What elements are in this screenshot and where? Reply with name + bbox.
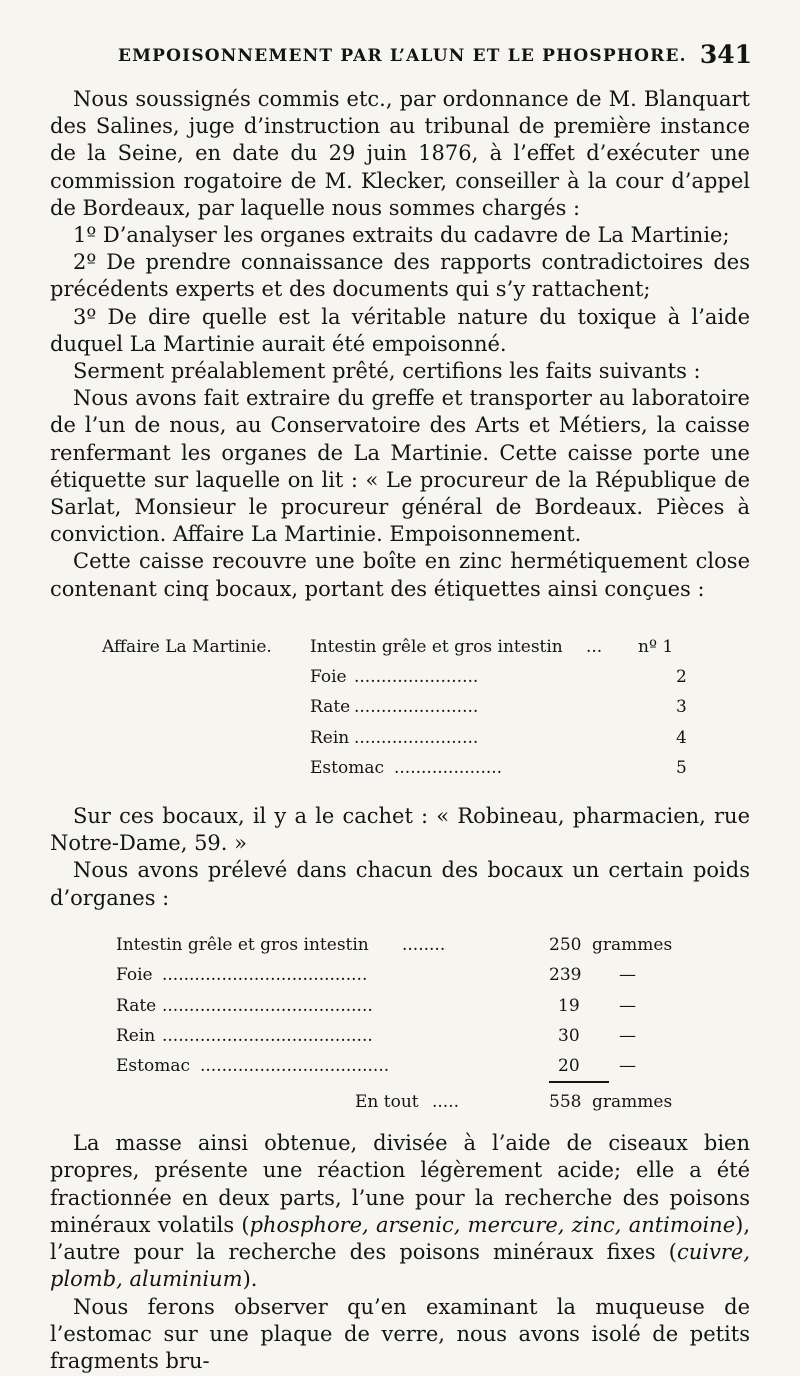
text-run: Nous ferons observer qu’en examinant la muqueuse de l’estomac sur une plaque de verre, nous avons isolé de petits fragments bru- <box>50 1294 750 1374</box>
leader-dots: .................... <box>394 757 503 778</box>
jar-label-list <box>72 632 727 783</box>
leader-dots: ... <box>586 637 603 657</box>
total-unit: grammes <box>592 1092 673 1113</box>
table-row <box>116 1021 716 1051</box>
sum-rule <box>549 1081 609 1083</box>
affaire-label: Affaire La Martinie. <box>102 637 272 657</box>
item-number: 5 <box>676 757 687 778</box>
paragraph-sampling: Nous avons prélevé dans chacun des bocaux un certain poids d’organes : <box>50 858 750 910</box>
leader-dots: ........ <box>402 935 446 955</box>
italic-volatile-poisons: phosphore, arsenic, mercure, zinc, antimoine <box>249 1212 736 1237</box>
weight-unit: — <box>619 1056 636 1077</box>
paragraph-item-2: 2º De prendre connaissance des rapports contradictoires des précédents experts et des documents qui s’y rattachent; <box>50 250 750 302</box>
list-item <box>72 723 727 753</box>
table-total-row <box>116 1087 716 1117</box>
total-label: En tout <box>355 1092 419 1113</box>
running-title: EMPOISONNEMENT PAR L’ALUN ET LE PHOSPHORE. <box>118 46 687 66</box>
paragraph-seal: Sur ces bocaux, il y a le cachet : « Robineau, pharmacien, rue Notre-Dame, 59. » <box>50 804 750 856</box>
weight-value: 19 <box>558 995 580 1016</box>
weight-unit: — <box>619 995 636 1016</box>
item-label: Estomac <box>310 757 384 778</box>
leader-dots: ....................................... <box>162 995 373 1016</box>
table-row <box>116 991 716 1021</box>
weight-table <box>116 930 716 1118</box>
page-number: 341 <box>699 40 752 69</box>
organ-label: Intestin grêle et gros intestin <box>116 935 369 955</box>
item-number: 3 <box>676 697 687 718</box>
item-label: Intestin grêle et gros intestin <box>310 637 563 657</box>
list-item <box>72 692 727 722</box>
leader-dots: ....................................... <box>162 1025 373 1046</box>
organ-label: Rein <box>116 1025 156 1046</box>
text-run: ), l’autre pour la recherche des poisons minéraux fixes ( <box>50 1212 750 1265</box>
weight-value: 250 <box>549 935 582 955</box>
leader-dots: ...................................... <box>162 965 368 986</box>
organ-label: Foie <box>116 965 153 986</box>
weight-unit: — <box>619 1025 636 1046</box>
item-number: nº 1 <box>638 637 674 657</box>
paragraph-jars: Cette caisse recouvre une boîte en zinc hermétiquement close contenant cinq bocaux, portant des étiquettes ainsi conçues : <box>50 549 750 601</box>
paragraph-item-1: 1º D’analyser les organes extraits du cadavre de La Martinie; <box>73 223 730 248</box>
item-label: Rein <box>310 727 350 748</box>
item-number: 4 <box>676 727 687 748</box>
leader-dots: ....................... <box>354 667 479 688</box>
organ-label: Estomac <box>116 1056 190 1077</box>
opening-text <box>50 86 750 603</box>
leader-dots: ....................... <box>354 727 479 748</box>
item-label: Rate <box>310 697 351 718</box>
table-row <box>116 960 716 990</box>
weight-unit: — <box>619 965 636 986</box>
italic-fixed-poisons: cuivre, plomb, aluminium <box>50 1240 750 1292</box>
item-number: 2 <box>676 667 687 688</box>
weight-value: 30 <box>558 1025 580 1046</box>
table-row <box>116 930 716 960</box>
paragraph-intro: Nous soussignés commis etc., par ordonnance de M. Blanquart des Salines, juge d’instruction au tribunal de première instance de la Seine, en date du 29 juin 1876, à l’effet d’exécuter une commission rogatoire de M. Klecker, conseiller à la cour d’appel de Bordeaux, par laquelle nous sommes chargés : <box>50 87 750 220</box>
total-value: 558 <box>549 1092 582 1113</box>
organ-label: Rate <box>116 995 157 1016</box>
list-item <box>72 632 727 662</box>
paragraph-observation <box>50 1294 750 1376</box>
leader-dots: ..... <box>432 1092 460 1113</box>
paragraph-oath: Serment préalablement prêté, certifions les faits suivants : <box>73 359 701 384</box>
item-label: Foie <box>310 667 347 688</box>
text-run: La masse ainsi obtenue, divisée à l’aide de ciseaux bien propres, présente une réaction légèrement acide; elle a été fractionnée en deux parts, l’une pour la recherche des poisons minéraux volatils ( <box>50 1131 750 1237</box>
middle-text <box>50 803 750 912</box>
list-item <box>72 662 727 692</box>
weight-value: 239 <box>549 965 582 986</box>
text-run: ). <box>242 1267 258 1292</box>
weight-unit: grammes <box>592 935 673 955</box>
page-header <box>118 38 752 74</box>
table-row <box>116 1051 716 1081</box>
paragraph-item-3: 3º De dire quelle est la véritable nature du toxique à l’aide duquel La Martinie aurait été empoisonné. <box>50 304 750 356</box>
paragraph-fractions <box>50 1130 750 1294</box>
paragraph-box: Nous avons fait extraire du greffe et transporter au laboratoire de l’un de nous, au Conservatoire des Arts et Métiers, la caisse renfermant les organes de La Martinie. Cette caisse porte une étiquette sur laquelle on lit : « Le procureur de la République de Sarlat, Monsieur le procureur général de Bordeaux. Pièces à conviction. Affaire La Martinie. Empoisonnement. <box>50 386 750 547</box>
closing-text <box>50 1130 750 1376</box>
list-item <box>72 753 727 783</box>
leader-dots: ................................... <box>200 1056 390 1077</box>
leader-dots: ....................... <box>354 697 479 718</box>
weight-value: 20 <box>558 1056 580 1077</box>
